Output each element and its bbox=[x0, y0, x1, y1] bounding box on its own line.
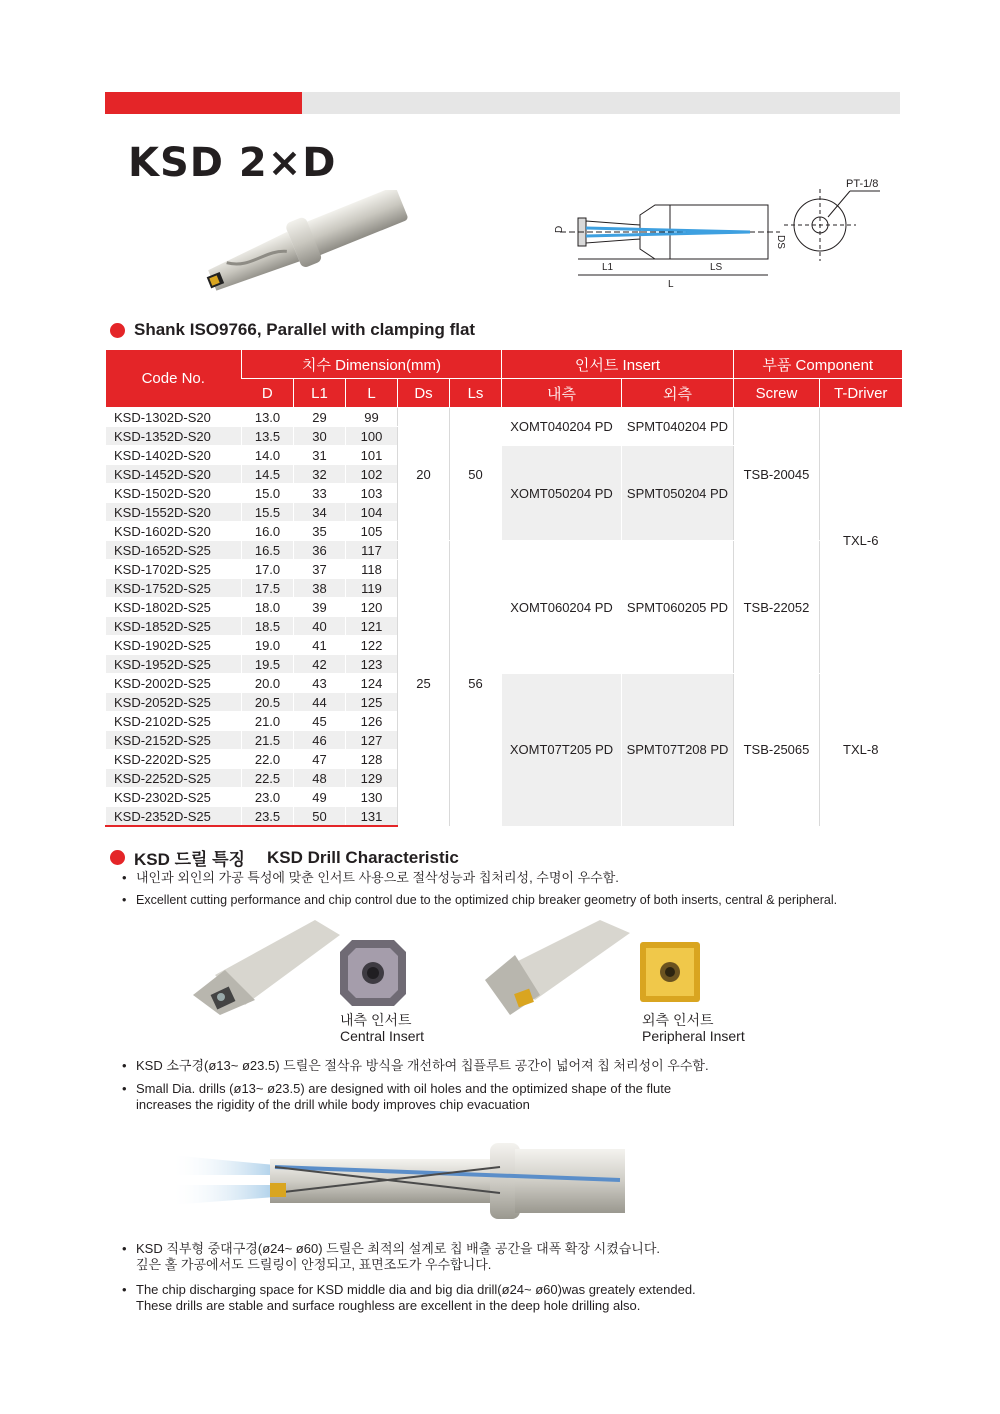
cell-code: KSD-1652D-S25 bbox=[106, 541, 242, 560]
ls-label: LS bbox=[710, 262, 723, 273]
header-code: Code No. bbox=[106, 350, 242, 408]
header-d: D bbox=[242, 379, 294, 408]
drill-product-image bbox=[195, 190, 425, 295]
cell-d: 18.0 bbox=[242, 598, 294, 617]
cell-l1: 46 bbox=[294, 731, 346, 750]
cell-insert-inner: XOMT050204 PD bbox=[502, 446, 622, 541]
header-bar bbox=[105, 92, 900, 114]
cell-l1: 30 bbox=[294, 427, 346, 446]
cell-l1: 38 bbox=[294, 579, 346, 598]
header-ls: Ls bbox=[450, 379, 502, 408]
cell-l1: 50 bbox=[294, 807, 346, 827]
cell-d: 16.5 bbox=[242, 541, 294, 560]
central-insert-drill-image bbox=[185, 915, 345, 1020]
l1-label: L1 bbox=[602, 262, 614, 273]
cell-l1: 43 bbox=[294, 674, 346, 693]
cell-code: KSD-2152D-S25 bbox=[106, 731, 242, 750]
cell-l: 101 bbox=[346, 446, 398, 465]
cell-d: 22.5 bbox=[242, 769, 294, 788]
cell-code: KSD-1602D-S20 bbox=[106, 522, 242, 541]
pt-label: PT-1/8 bbox=[846, 178, 879, 190]
bullet1-ko-text: 내인과 외인의 가공 특성에 맞춘 인서트 사용으로 절삭성능과 칩처리성, 수명이 우수함. bbox=[136, 870, 619, 885]
page-title: KSD 2×D bbox=[128, 140, 337, 186]
bullet3-en bbox=[122, 1282, 696, 1314]
cell-d: 15.0 bbox=[242, 484, 294, 503]
cell-d: 23.0 bbox=[242, 788, 294, 807]
table-row bbox=[106, 674, 902, 693]
cell-insert-outer: SPMT060205 PD bbox=[622, 541, 734, 674]
ds-label: DS bbox=[775, 235, 786, 249]
spec-table-body bbox=[106, 408, 902, 827]
cell-d: 15.5 bbox=[242, 503, 294, 522]
spec-table bbox=[105, 350, 902, 827]
cell-insert-outer: SPMT07T208 PD bbox=[622, 674, 734, 827]
characteristic-heading-en: KSD Drill Characteristic bbox=[267, 847, 459, 867]
cell-code: KSD-1752D-S25 bbox=[106, 579, 242, 598]
cell-l: 131 bbox=[346, 807, 398, 827]
cell-code: KSD-1902D-S25 bbox=[106, 636, 242, 655]
cell-l: 103 bbox=[346, 484, 398, 503]
header-component: 부품 Component bbox=[734, 350, 902, 379]
cell-l1: 47 bbox=[294, 750, 346, 769]
bullet-mark: • bbox=[122, 893, 127, 907]
central-insert-caption bbox=[340, 1012, 424, 1044]
cell-code: KSD-1452D-S20 bbox=[106, 465, 242, 484]
bullet2-en-line2: increases the rigidity of the drill while body improves chip evacuation bbox=[136, 1097, 530, 1112]
cell-l1: 44 bbox=[294, 693, 346, 712]
cell-l1: 39 bbox=[294, 598, 346, 617]
cell-d: 13.0 bbox=[242, 408, 294, 427]
header-driver: T-Driver bbox=[820, 379, 902, 408]
cell-d: 19.0 bbox=[242, 636, 294, 655]
central-insert-icon bbox=[338, 938, 408, 1008]
cell-l: 124 bbox=[346, 674, 398, 693]
cell-insert-outer: SPMT050204 PD bbox=[622, 446, 734, 541]
cell-code: KSD-2352D-S25 bbox=[106, 807, 242, 827]
cell-d: 22.0 bbox=[242, 750, 294, 769]
cell-d: 13.5 bbox=[242, 427, 294, 446]
cell-l: 117 bbox=[346, 541, 398, 560]
coolant-drill-image bbox=[170, 1135, 640, 1225]
peripheral-insert-icon bbox=[638, 940, 702, 1004]
cell-d: 20.5 bbox=[242, 693, 294, 712]
cell-l1: 35 bbox=[294, 522, 346, 541]
cell-l: 102 bbox=[346, 465, 398, 484]
cell-l1: 34 bbox=[294, 503, 346, 522]
characteristic-heading-ko: KSD 드릴 특징 bbox=[134, 850, 246, 869]
header-l: L bbox=[346, 379, 398, 408]
header-l1: L1 bbox=[294, 379, 346, 408]
cell-l1: 49 bbox=[294, 788, 346, 807]
cell-driver: TXL-6 bbox=[820, 408, 902, 674]
cell-l: 105 bbox=[346, 522, 398, 541]
section-characteristic-heading bbox=[110, 845, 459, 870]
peripheral-insert-drill-image bbox=[480, 915, 635, 1020]
cell-l: 127 bbox=[346, 731, 398, 750]
cell-ds: 20 bbox=[398, 408, 450, 541]
cell-code: KSD-1802D-S25 bbox=[106, 598, 242, 617]
cell-d: 19.5 bbox=[242, 655, 294, 674]
central-insert-en: Central Insert bbox=[340, 1028, 425, 1044]
bullet-mark: • bbox=[122, 1081, 127, 1096]
bullet3-ko-line2: 깊은 홀 가공에서도 드릴링이 안정되고, 표면조도가 우수합니다. bbox=[136, 1257, 492, 1272]
header-ds: Ds bbox=[398, 379, 450, 408]
cell-l1: 32 bbox=[294, 465, 346, 484]
cell-code: KSD-1852D-S25 bbox=[106, 617, 242, 636]
bullet2-en-line1: Small Dia. drills (ø13~ ø23.5) are designed with oil holes and the optimized shape of the flute bbox=[136, 1081, 672, 1096]
cell-l: 119 bbox=[346, 579, 398, 598]
cell-ds: 25 bbox=[398, 541, 450, 827]
section-shank-heading bbox=[110, 320, 475, 340]
cell-d: 21.0 bbox=[242, 712, 294, 731]
cell-code: KSD-2052D-S25 bbox=[106, 693, 242, 712]
bullet-mark: • bbox=[122, 1058, 127, 1073]
bullet1-en bbox=[122, 892, 837, 908]
cell-code: KSD-2252D-S25 bbox=[106, 769, 242, 788]
bullet-mark: • bbox=[122, 870, 127, 885]
cell-l: 129 bbox=[346, 769, 398, 788]
cell-l: 104 bbox=[346, 503, 398, 522]
cell-l: 126 bbox=[346, 712, 398, 731]
cell-l1: 48 bbox=[294, 769, 346, 788]
bullet-dot bbox=[110, 323, 125, 338]
cell-l1: 42 bbox=[294, 655, 346, 674]
bullet-mark: • bbox=[122, 1282, 127, 1297]
cell-insert-inner: XOMT060204 PD bbox=[502, 541, 622, 674]
bullet3-ko bbox=[122, 1241, 660, 1273]
cell-l1: 45 bbox=[294, 712, 346, 731]
bullet2-ko-text: KSD 소구경(ø13~ ø23.5) 드릴은 절삭유 방식을 개선하여 칩플루트 공간이 넓어져 칩 처리성이 우수함. bbox=[136, 1058, 709, 1073]
cell-code: KSD-1352D-S20 bbox=[106, 427, 242, 446]
d-label: D bbox=[554, 225, 565, 233]
cell-l1: 40 bbox=[294, 617, 346, 636]
bullet2-ko bbox=[122, 1058, 709, 1074]
cell-d: 16.0 bbox=[242, 522, 294, 541]
cell-l: 100 bbox=[346, 427, 398, 446]
cell-d: 23.5 bbox=[242, 807, 294, 827]
cell-l1: 37 bbox=[294, 560, 346, 579]
drill-dimension-diagram bbox=[550, 175, 890, 295]
cell-d: 17.5 bbox=[242, 579, 294, 598]
cell-ls: 50 bbox=[450, 408, 502, 541]
cell-l: 128 bbox=[346, 750, 398, 769]
section-shank-heading-text: Shank ISO9766, Parallel with clamping flat bbox=[134, 320, 476, 339]
cell-d: 20.0 bbox=[242, 674, 294, 693]
header-insert: 인서트 Insert bbox=[502, 350, 734, 379]
header-outer: 외측 bbox=[622, 379, 734, 408]
bullet1-en-text: Excellent cutting performance and chip control due to the optimized chip breaker geometry of both inserts, central & peripheral. bbox=[136, 893, 838, 907]
cell-code: KSD-1502D-S20 bbox=[106, 484, 242, 503]
table-row bbox=[106, 408, 902, 427]
cell-l1: 29 bbox=[294, 408, 346, 427]
cell-screw: TSB-22052 bbox=[734, 541, 820, 674]
cell-insert-inner: XOMT040204 PD bbox=[502, 408, 622, 446]
cell-l: 130 bbox=[346, 788, 398, 807]
bullet3-en-line1: The chip discharging space for KSD middle dia and big dia drill(ø24~ ø60)was greately extended. bbox=[136, 1282, 696, 1297]
cell-code: KSD-1552D-S20 bbox=[106, 503, 242, 522]
cell-l: 122 bbox=[346, 636, 398, 655]
cell-l: 123 bbox=[346, 655, 398, 674]
cell-d: 14.0 bbox=[242, 446, 294, 465]
cell-code: KSD-2202D-S25 bbox=[106, 750, 242, 769]
cell-d: 14.5 bbox=[242, 465, 294, 484]
cell-l: 125 bbox=[346, 693, 398, 712]
bullet1-ko bbox=[122, 870, 619, 886]
bullet-mark: • bbox=[122, 1241, 127, 1256]
bullet3-en-line2: These drills are stable and surface roughless are excellent in the deep hole drilling also. bbox=[136, 1298, 641, 1313]
header-inner: 내측 bbox=[502, 379, 622, 408]
cell-l1: 31 bbox=[294, 446, 346, 465]
cell-code: KSD-1952D-S25 bbox=[106, 655, 242, 674]
cell-insert-outer: SPMT040204 PD bbox=[622, 408, 734, 446]
cell-code: KSD-1702D-S25 bbox=[106, 560, 242, 579]
cell-screw: TSB-25065 bbox=[734, 674, 820, 827]
cell-l1: 33 bbox=[294, 484, 346, 503]
cell-driver: TXL-8 bbox=[820, 674, 902, 827]
cell-l: 120 bbox=[346, 598, 398, 617]
cell-l: 121 bbox=[346, 617, 398, 636]
bullet-dot bbox=[110, 850, 125, 865]
cell-code: KSD-2102D-S25 bbox=[106, 712, 242, 731]
l-label: L bbox=[668, 279, 674, 290]
cell-insert-inner: XOMT07T205 PD bbox=[502, 674, 622, 827]
cell-code: KSD-1302D-S20 bbox=[106, 408, 242, 427]
bullet3-ko-line1: KSD 직부형 중대구경(ø24~ ø60) 드릴은 최적의 설계로 칩 배출 공간을 대폭 확장 시켰습니다. bbox=[136, 1241, 661, 1256]
cell-l1: 36 bbox=[294, 541, 346, 560]
cell-l: 118 bbox=[346, 560, 398, 579]
header-bar-accent bbox=[105, 92, 302, 114]
cell-d: 18.5 bbox=[242, 617, 294, 636]
cell-code: KSD-2302D-S25 bbox=[106, 788, 242, 807]
header-dimension: 치수 Dimension(mm) bbox=[242, 350, 502, 379]
cell-ls: 56 bbox=[450, 541, 502, 827]
bullet2-en bbox=[122, 1081, 671, 1113]
peripheral-insert-caption bbox=[642, 1012, 745, 1044]
cell-l: 99 bbox=[346, 408, 398, 427]
table-row bbox=[106, 541, 902, 560]
cell-screw: TSB-20045 bbox=[734, 408, 820, 541]
cell-code: KSD-2002D-S25 bbox=[106, 674, 242, 693]
cell-d: 21.5 bbox=[242, 731, 294, 750]
central-insert-ko: 내측 인서트 bbox=[340, 1012, 412, 1028]
peripheral-insert-ko: 외측 인서트 bbox=[642, 1012, 714, 1028]
cell-code: KSD-1402D-S20 bbox=[106, 446, 242, 465]
header-screw: Screw bbox=[734, 379, 820, 408]
cell-l1: 41 bbox=[294, 636, 346, 655]
cell-d: 17.0 bbox=[242, 560, 294, 579]
peripheral-insert-en: Peripheral Insert bbox=[642, 1028, 745, 1044]
